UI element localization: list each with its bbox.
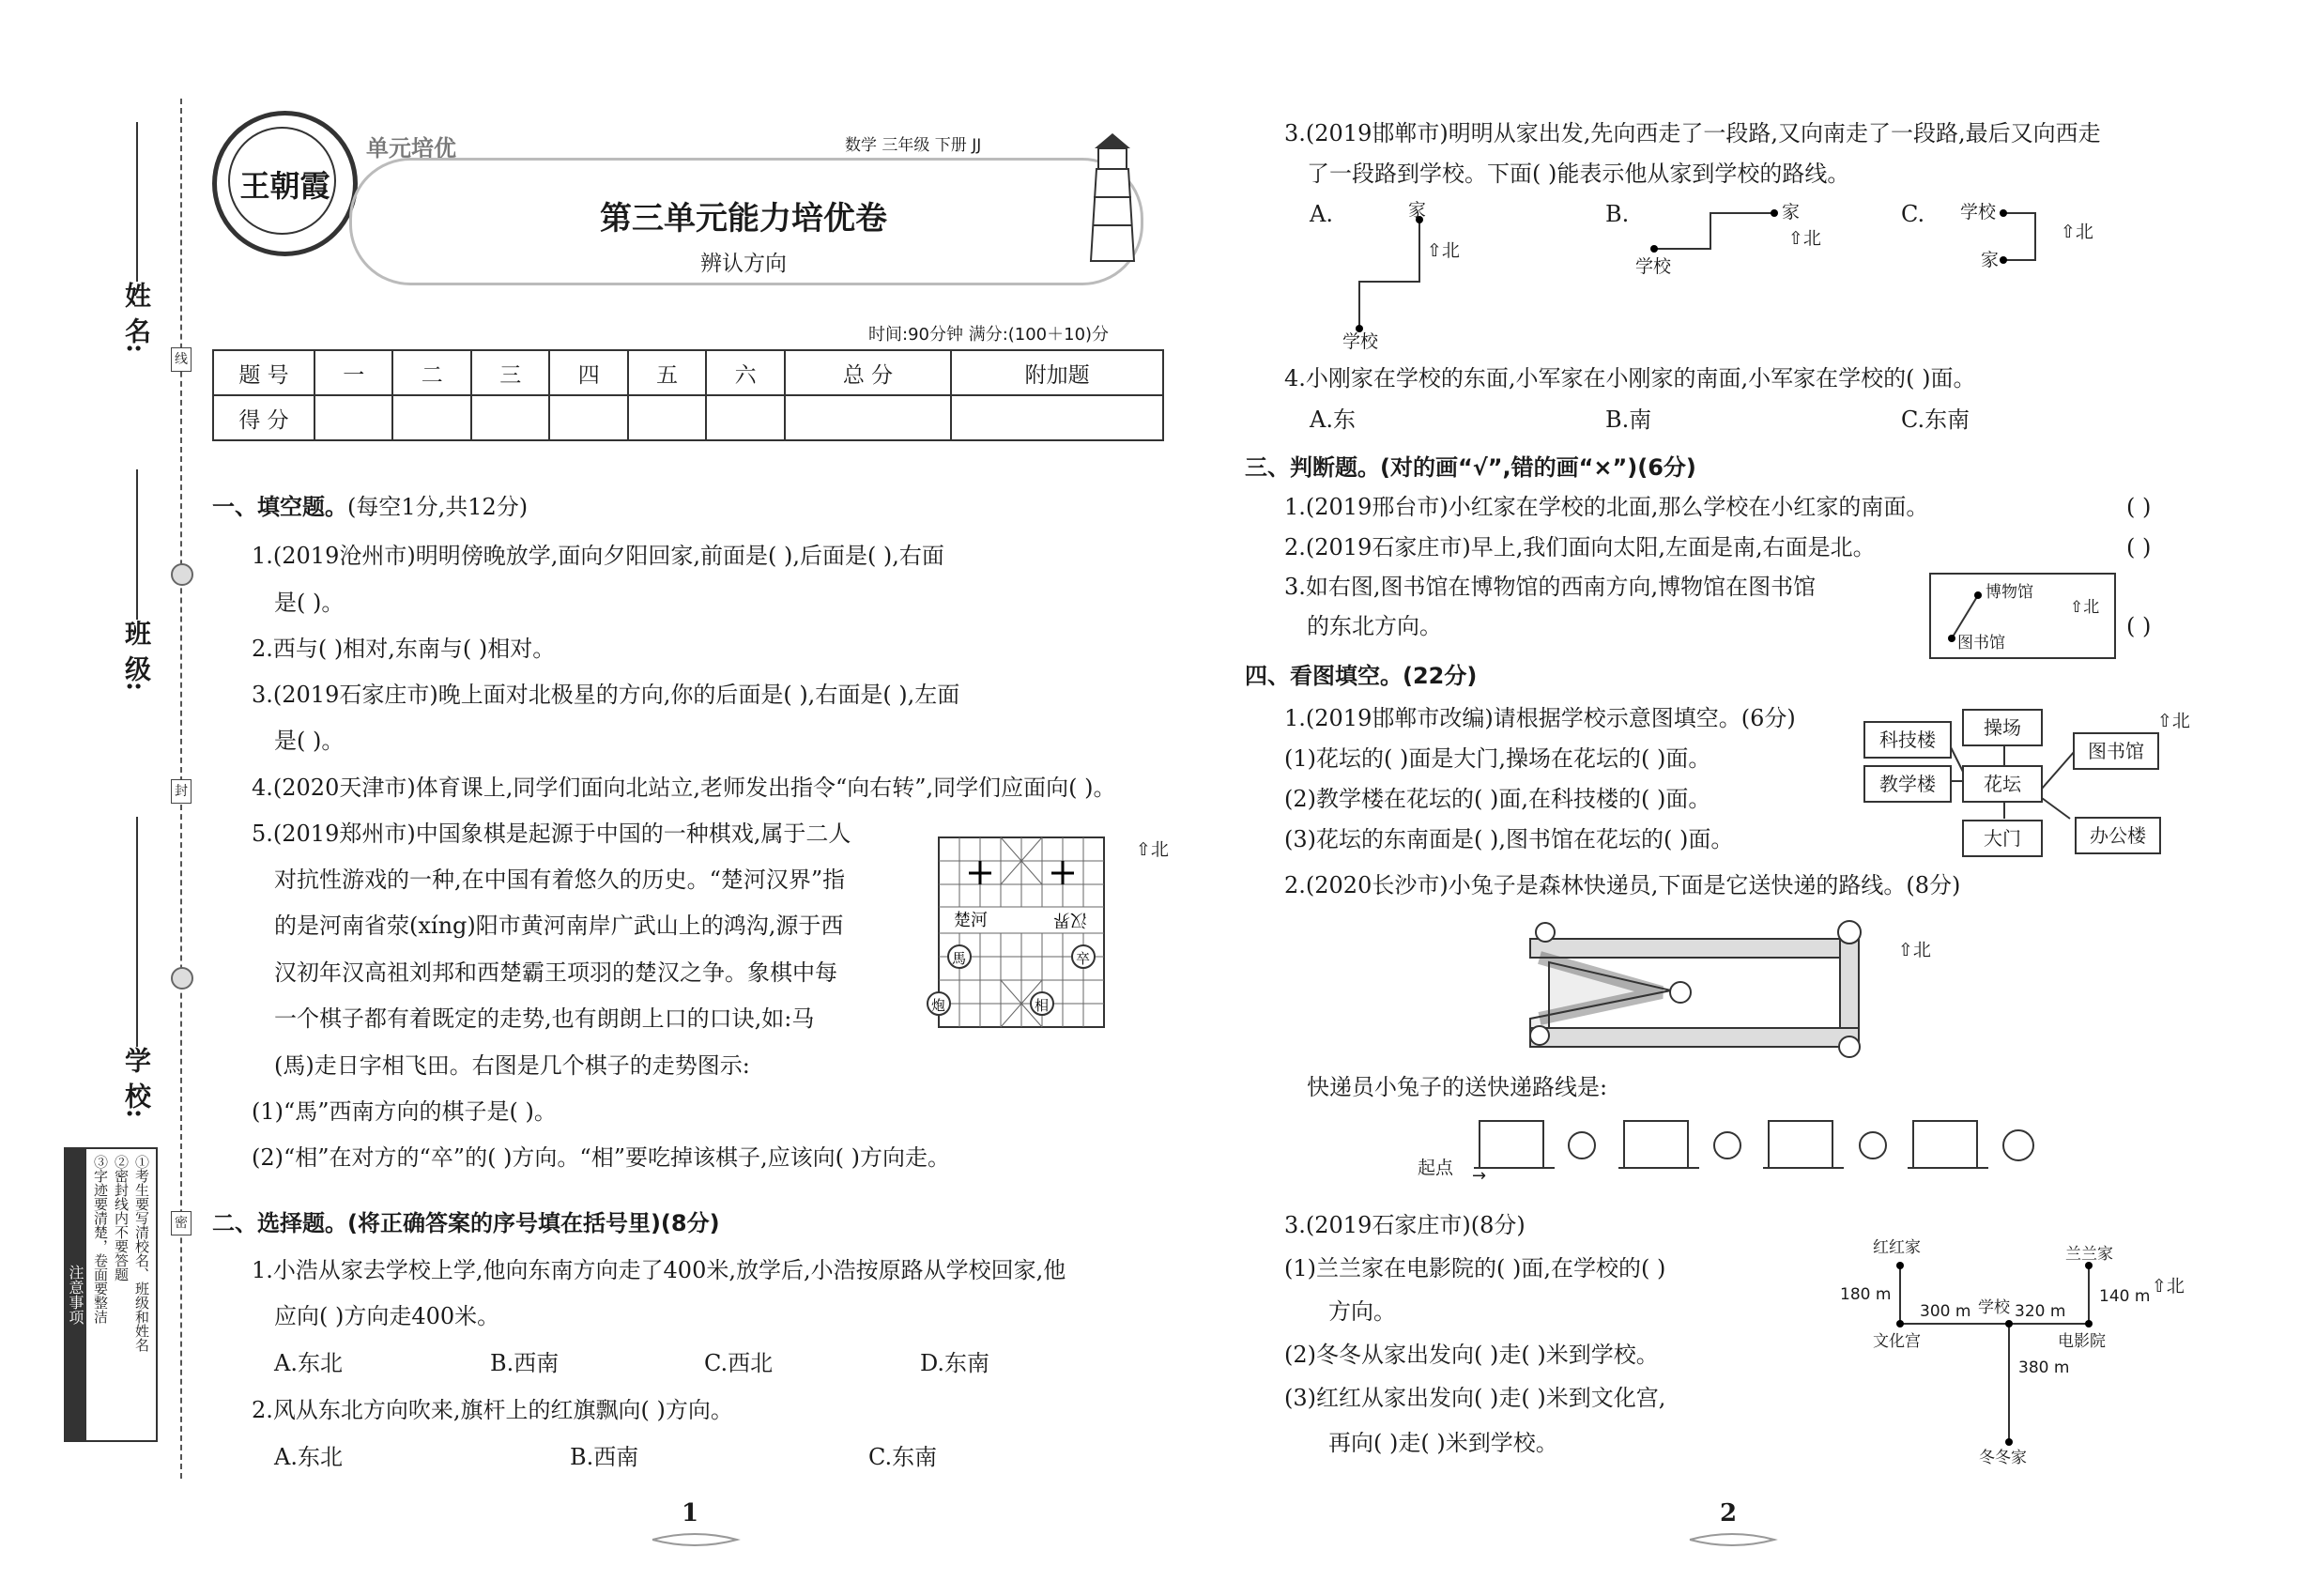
score-header: 五 xyxy=(628,350,706,395)
notes-box xyxy=(64,1147,158,1442)
chess-board-figure xyxy=(920,826,1136,1037)
seal-feng: 封 xyxy=(171,779,192,804)
route-a-home: 家 xyxy=(1408,200,1427,221)
route-a-school: 学校 xyxy=(1342,331,1379,352)
place-cinema: 电影院 xyxy=(2058,1332,2106,1351)
place-school: 学校 xyxy=(1978,1298,2010,1317)
s3-q1-bracket[interactable]: ( ) xyxy=(2126,494,2152,520)
s2-q2: 2.风从东北方向吹来,旗杆上的红旗飘向( )方向。 xyxy=(252,1397,733,1423)
chess-north: ⇧北 xyxy=(1136,839,1169,860)
binding-hole xyxy=(171,967,193,990)
score-header: 总 分 xyxy=(785,350,951,395)
piece-zu-label: 卒 xyxy=(1076,950,1091,967)
dist-320: 320 m xyxy=(2015,1302,2066,1321)
map-node-playground: 操场 xyxy=(1962,709,2043,746)
s1-q5-line2: 对抗性游戏的一种,在中国有着悠久的历史。“楚河汉界”指 xyxy=(274,867,846,893)
score-cell[interactable] xyxy=(785,395,951,440)
town-map-north: ⇧北 xyxy=(2152,1276,2185,1297)
s2-q3-line2: 了一段路到学校。下面( )能表示他从家到学校的路线。 xyxy=(1307,161,1850,187)
s1-q3-line1: 3.(2019石家庄市)晚上面对北极星的方向,你的后面是( ),右面是( ),左面 xyxy=(252,682,960,708)
section4-heading xyxy=(1245,662,1477,690)
s4-q1-sub3: (3)花坛的东南面是( ),图书馆在花坛的( )面。 xyxy=(1284,826,1734,852)
s1-q5-line3: 的是河南省荥(xíng)阳市黄河南岸广武山上的鸿沟,源于西 xyxy=(274,913,844,939)
s4-q3: 3.(2019石家庄市)(8分) xyxy=(1284,1212,1526,1238)
map-node-gate: 大门 xyxy=(1962,820,2043,857)
seal-mi: 密 xyxy=(171,1211,192,1235)
s2-q2-opt-a: A.东北 xyxy=(274,1444,343,1470)
section3-title: 三、判断题。 xyxy=(1245,454,1380,481)
place-honghong: 红红家 xyxy=(1873,1238,1921,1257)
route-b-school: 学校 xyxy=(1635,256,1672,277)
s2-q2-opt-b: B.西南 xyxy=(570,1444,639,1470)
museum-label: 博物馆 xyxy=(1986,583,2033,602)
page-ornament xyxy=(1685,1530,1779,1549)
route-answer-row xyxy=(1474,1117,2056,1183)
s4-q2: 2.(2020长沙市)小兔子是森林快递员,下面是它送快递的路线。(8分) xyxy=(1284,872,1961,898)
s3-q2-bracket[interactable]: ( ) xyxy=(2126,534,2152,560)
dist-300: 300 m xyxy=(1920,1302,1971,1321)
score-cell[interactable] xyxy=(628,395,706,440)
s2-q4: 4.小刚家在学校的东面,小军家在小刚家的南面,小军家在学校的( )面。 xyxy=(1284,365,1976,391)
route-a-north: ⇧北 xyxy=(1427,240,1460,261)
paper-subtitle: 辨认方向 xyxy=(700,252,787,276)
map-node-library: 图书馆 xyxy=(2073,732,2159,770)
note-1: ①考生要写清校名、班级和姓名 xyxy=(133,1155,150,1352)
s2-q2-opt-c: C.东南 xyxy=(868,1444,938,1470)
s2-q3-opt-b: B. xyxy=(1605,201,1630,227)
dist-180: 180 m xyxy=(1840,1285,1892,1304)
s1-q2: 2.西与( )相对,东南与( )相对。 xyxy=(252,636,556,662)
s1-q5-sub1: (1)“馬”西南方向的棋子是( )。 xyxy=(252,1098,557,1125)
s1-q5-line6: (馬)走日字相飞田。右图是几个棋子的走势图示: xyxy=(274,1052,750,1079)
dist-140: 140 m xyxy=(2099,1287,2151,1306)
score-cell[interactable] xyxy=(314,395,392,440)
route-arrow: → xyxy=(1472,1166,1487,1186)
s1-q5-line5: 一个棋子都有着既定的走势,也有朗朗上口的口诀,如:马 xyxy=(274,1005,815,1032)
score-header: 三 xyxy=(471,350,549,395)
brand-name: 王朝霞 xyxy=(239,168,330,204)
map-node-flowerbed: 花坛 xyxy=(1962,765,2043,803)
section4-title: 四、看图填空。 xyxy=(1245,663,1403,689)
score-header: 二 xyxy=(392,350,470,395)
map-node-tech: 科技楼 xyxy=(1863,721,1952,759)
s1-q5-line1: 5.(2019郑州市)中国象棋是起源于中国的一种棋戏,属于二人 xyxy=(252,821,851,847)
school-map-north: ⇧北 xyxy=(2157,711,2190,731)
map-node-teaching: 教学楼 xyxy=(1863,765,1952,803)
s4-q1-sub1: (1)花坛的( )面是大门,操场在花坛的( )面。 xyxy=(1284,745,1711,772)
route-b-north: ⇧北 xyxy=(1788,228,1821,249)
s4-q3-sub3b: 再向( )走( )米到学校。 xyxy=(1328,1430,1558,1456)
s1-q1-line1: 1.(2019沧州市)明明傍晚放学,面向夕阳回家,前面是( ),后面是( ),右面 xyxy=(252,543,944,569)
section1-note: (每空1分,共12分) xyxy=(347,494,529,520)
time-score: 时间:90分钟 满分:(100＋10)分 xyxy=(868,325,1110,345)
route-c-north: ⇧北 xyxy=(2061,222,2093,242)
s1-q3-line2: 是( )。 xyxy=(274,728,345,754)
s3-q3-line1: 3.如右图,图书馆在博物馆的西南方向,博物馆在图书馆 xyxy=(1284,574,1817,600)
s3-q2: 2.(2019石家庄市)早上,我们面向太阳,左面是南,右面是北。 xyxy=(1284,534,1876,560)
s4-q3-sub3: (3)红红从家出发向( )走( )米到文化宫, xyxy=(1284,1385,1666,1411)
section4-note: (22分) xyxy=(1403,663,1478,689)
s2-q1-opt-a: A.东北 xyxy=(274,1350,343,1376)
place-dongdong: 冬冬家 xyxy=(1979,1449,2027,1467)
school-label: 学 校: xyxy=(121,1047,152,1119)
note-2: ②密封线内不要答题 xyxy=(113,1155,130,1281)
name-line xyxy=(136,122,138,282)
score-table xyxy=(212,349,1164,441)
seal-xian: 线 xyxy=(171,347,192,372)
s2-q3-opt-c: C. xyxy=(1901,201,1925,227)
section2-title: 二、选择题。 xyxy=(212,1210,347,1236)
s4-q3-sub1: (1)兰兰家在电影院的( )面,在学校的( ) xyxy=(1284,1255,1666,1281)
s2-q1-opt-d: D.东南 xyxy=(920,1350,990,1376)
s2-q1-line2: 应向( )方向走400米。 xyxy=(274,1303,500,1329)
s4-q1: 1.(2019邯郸市改编)请根据学校示意图填空。(6分) xyxy=(1284,705,1796,731)
s2-q3-opt-a: A. xyxy=(1310,201,1333,227)
s3-q3-line2: 的东北方向。 xyxy=(1307,613,1442,639)
brand-logo xyxy=(212,111,358,256)
name-label: 姓 名: xyxy=(121,282,152,354)
section3-heading xyxy=(1245,453,1696,482)
s2-q4-opt-a: A.东 xyxy=(1310,407,1356,433)
score-header: 六 xyxy=(706,350,784,395)
score-header: 题 号 xyxy=(213,350,314,395)
s1-q4: 4.(2020天津市)体育课上,同学们面向北站立,老师发出指令“向右转”,同学们应面向( )。 xyxy=(252,775,1116,801)
section2-heading xyxy=(212,1209,720,1237)
paper-title: 第三单元能力培优卷 xyxy=(600,200,887,238)
score-header: 四 xyxy=(549,350,627,395)
s4-q2-route-label: 快递员小兔子的送快递路线是: xyxy=(1307,1074,1608,1100)
route-c-home: 家 xyxy=(1981,250,2000,270)
museum-figure xyxy=(1929,573,2116,659)
page-number-2: 2 xyxy=(1720,1499,1738,1527)
score-label: 得 分 xyxy=(213,395,314,440)
section2-note: (将正确答案的序号填在括号里)(8分) xyxy=(347,1210,720,1236)
section3-note: (对的画“√”,错的画“×”)(6分) xyxy=(1380,454,1696,481)
s2-q4-opt-c: C.东南 xyxy=(1901,407,1970,433)
place-culture: 文化宫 xyxy=(1873,1332,1921,1351)
s4-q1-sub2: (2)教学楼在花坛的( )面,在科技楼的( )面。 xyxy=(1284,786,1711,812)
score-cell[interactable] xyxy=(392,395,470,440)
score-cell[interactable] xyxy=(471,395,549,440)
page-ornament xyxy=(648,1530,742,1549)
binding-hole xyxy=(171,563,193,586)
piece-ma-label: 馬 xyxy=(952,950,967,967)
book-meta: 数学 三年级 下册 JJ xyxy=(845,136,982,155)
piece-pao-label: 炮 xyxy=(931,997,946,1014)
river-right: 汉界 xyxy=(1053,910,1087,929)
lighthouse-icon xyxy=(1080,131,1145,263)
note-3: ③字迹要清楚，卷面要整洁 xyxy=(92,1155,109,1324)
notes-heading: 注意事项 xyxy=(66,1149,86,1440)
s1-q1-line2: 是( )。 xyxy=(274,590,345,616)
piece-xiang-label: 相 xyxy=(1035,997,1050,1014)
library-label: 图书馆 xyxy=(1957,634,2005,652)
score-header: 一 xyxy=(314,350,392,395)
s2-q1-opt-b: B.西南 xyxy=(490,1350,560,1376)
s1-q5-sub2: (2)“相”在对方的“卒”的( )方向。“相”要吃掉该棋子,应该向( )方向走。 xyxy=(252,1144,950,1171)
rabbit-route-figure xyxy=(1521,915,1878,1070)
score-cell[interactable] xyxy=(706,395,784,440)
place-lanlan: 兰兰家 xyxy=(2065,1245,2113,1264)
s4-q3-sub1b: 方向。 xyxy=(1328,1298,1396,1325)
section1-heading xyxy=(212,493,528,521)
rabbit-north: ⇧北 xyxy=(1898,940,1931,960)
museum-north: ⇧北 xyxy=(2070,598,2100,617)
s2-q3-line1: 3.(2019邯郸市)明明从家出发,先向西走了一段路,又向南走了一段路,最后又向西走 xyxy=(1284,120,2101,146)
score-header: 附加题 xyxy=(951,350,1163,395)
class-label: 班 级: xyxy=(121,620,152,692)
s1-q5-line4: 汉初年汉高祖刘邦和西楚霸王项羽的楚汉之争。象棋中每 xyxy=(274,959,837,986)
s3-q3-bracket[interactable]: ( ) xyxy=(2126,613,2152,639)
series-label: 单元培优 xyxy=(366,135,456,161)
dist-380: 380 m xyxy=(2018,1358,2070,1377)
score-cell[interactable] xyxy=(549,395,627,440)
section1-title: 一、填空题。 xyxy=(212,494,347,520)
s3-q1: 1.(2019邢台市)小红家在学校的北面,那么学校在小红家的南面。 xyxy=(1284,494,1929,520)
river-left: 楚河 xyxy=(954,911,988,930)
s2-q1-line1: 1.小浩从家去学校上学,他向东南方向走了400米,放学后,小浩按原路从学校回家,他 xyxy=(252,1257,1066,1283)
page-number-1: 1 xyxy=(682,1499,699,1527)
school-line xyxy=(136,817,138,1047)
route-c-school: 学校 xyxy=(1960,202,1997,223)
class-line xyxy=(136,469,138,620)
route-start: 起点 xyxy=(1418,1158,1454,1178)
s2-q4-opt-b: B.南 xyxy=(1605,407,1652,433)
s4-q3-sub2: (2)冬冬从家出发向( )走( )米到学校。 xyxy=(1284,1342,1659,1368)
s2-q1-opt-c: C.西北 xyxy=(704,1350,774,1376)
route-b-home: 家 xyxy=(1782,202,1801,223)
map-node-office: 办公楼 xyxy=(2075,817,2161,854)
score-cell[interactable] xyxy=(951,395,1163,440)
